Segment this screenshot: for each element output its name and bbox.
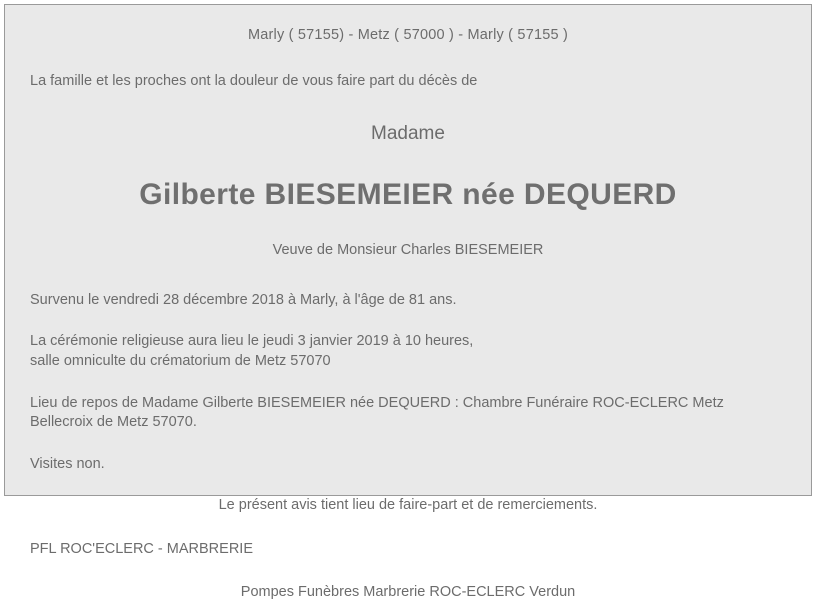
ceremony-line-1: La cérémonie religieuse aura lieu le jeudi 3 janvier 2019 à 10 heures, bbox=[30, 333, 474, 350]
honorific-title: Madame bbox=[371, 123, 445, 145]
deceased-name: Gilberte BIESEMEIER née DEQUERD bbox=[139, 177, 677, 211]
resting-place-info bbox=[30, 394, 786, 433]
visits-info: Visites non. bbox=[30, 455, 105, 472]
death-info: Survenu le vendredi 28 décembre 2018 à Marly, à l'âge de 81 ans. bbox=[30, 291, 457, 308]
locations-line: Marly ( 57155) - Metz ( 57000 ) - Marly ( 57155 ) bbox=[247, 27, 569, 43]
closing-statement: Le présent avis tient lieu de faire-part et de remerciements. bbox=[218, 497, 598, 514]
resting-line-2: Bellecroix de Metz 57070. bbox=[30, 414, 197, 431]
resting-line-1: Lieu de repos de Madame Gilberte BIESEMEIER née DEQUERD : Chambre Funéraire ROC-ECLERC Metz bbox=[30, 394, 724, 411]
footer-text: Pompes Funèbres Marbrerie ROC-ECLERC Verdun bbox=[240, 584, 576, 601]
spouse-line: Veuve de Monsieur Charles BIESEMEIER bbox=[272, 242, 544, 259]
company-name: PFL ROC'ECLERC - MARBRERIE bbox=[30, 540, 253, 557]
ceremony-info bbox=[30, 332, 786, 371]
ceremony-line-2: salle omniculte du crématorium de Metz 57070 bbox=[30, 352, 331, 369]
intro-text: La famille et les proches ont la douleur de vous faire part du décès de bbox=[30, 72, 478, 89]
